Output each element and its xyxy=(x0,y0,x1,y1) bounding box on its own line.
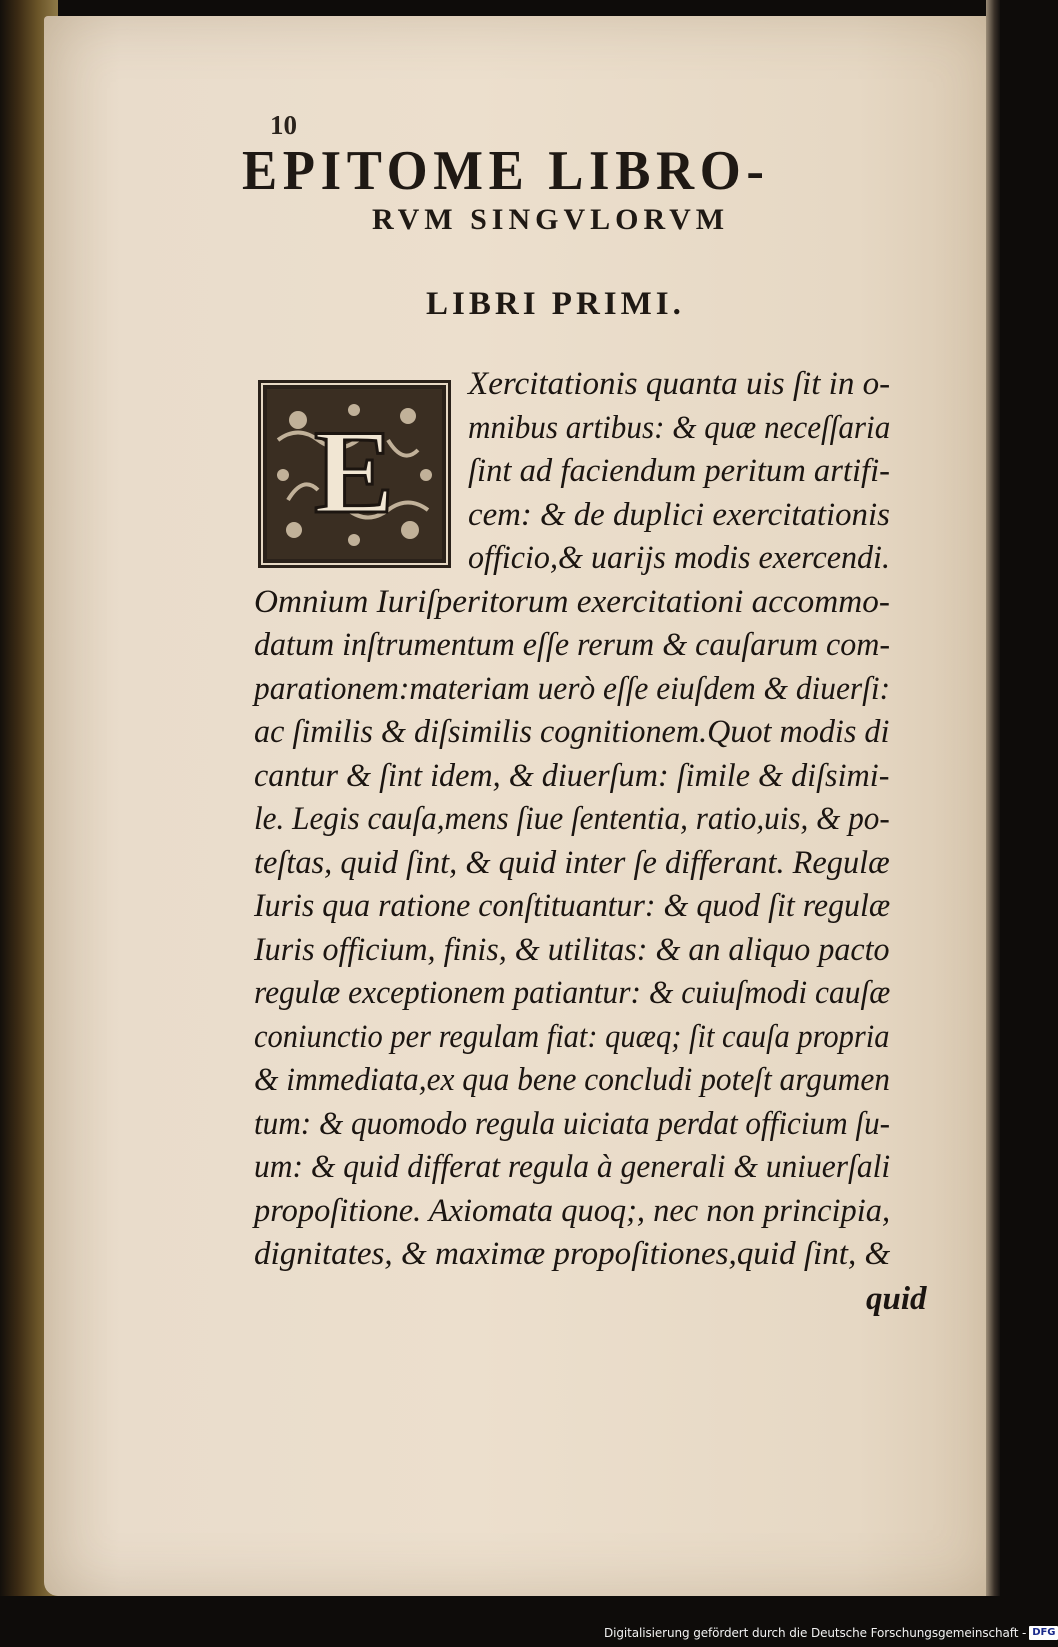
text-line: Iuris qua ratione conſtituantur: & quod ſit regulæ xyxy=(254,888,891,924)
text-line: cem: & de duplici exercitationis xyxy=(468,496,890,533)
text-line: Omnium Iuriſperitorum exercitationi accommo- xyxy=(254,583,890,620)
page-number: 10 xyxy=(270,110,297,140)
text-line: le. Legis cauſa,mens ſiue ſententia, ratio,uis, & po- xyxy=(254,801,890,837)
svg-text:E: E xyxy=(313,405,395,538)
text-line: coniunctio per regulam fiat: quæq; ſit cauſa propria xyxy=(254,1018,890,1055)
title-line-1: EPITOME LIBRO- xyxy=(242,140,770,202)
text-line: Xercitationis quanta uis ſit in o- xyxy=(468,366,891,402)
text-line: propoſitione. Axiomata quoq;, nec non principia, xyxy=(254,1192,891,1229)
text-line: um: & quid differat regula à generali & uniuerſali xyxy=(254,1149,891,1185)
ornament-initial-icon xyxy=(258,380,451,568)
decorated-initial-letter xyxy=(258,380,451,568)
text-line: ac ſimilis & diſsimilis cognitionem.Quot modis di xyxy=(254,714,890,750)
page-right-edge xyxy=(986,0,1000,1600)
text-line: datum inſtrumentum eſſe rerum & cauſarum com- xyxy=(254,627,891,663)
catchword: quid xyxy=(866,1281,927,1317)
title-line-2: RVM SINGVLORVM xyxy=(372,203,730,236)
text-line: & immediata,ex qua bene concludi poteſt argumen xyxy=(254,1062,890,1098)
text-line: dignitates, & maximæ propoſitiones,quid ſint, & xyxy=(254,1236,891,1272)
text-line: Iuris officium, finis, & utilitas: & an aliquo pacto xyxy=(254,931,890,968)
section-heading: LIBRI PRIMI. xyxy=(426,286,685,322)
text-line: mnibus artibus: & quæ neceſſaria xyxy=(468,409,891,446)
digitization-credit xyxy=(604,1624,1058,1642)
text-line: officio,& uarijs modis exercendi. xyxy=(468,540,890,576)
text-line: parationem:materiam uerò eſſe eiuſdem & diuerſi: xyxy=(254,670,891,707)
dfg-logo: DFG xyxy=(1029,1626,1058,1640)
credit-text: Digitalisierung gefördert durch die Deutsche Forschungsgemeinschaft - xyxy=(604,1626,1027,1640)
text-line: teſtas, quid ſint, & quid inter ſe differant. Regulæ xyxy=(254,844,890,881)
text-line: cantur & ſint idem, & diuerſum: ſimile & diſsimi- xyxy=(254,757,890,794)
text-line: ſint ad faciendum peritum artifi- xyxy=(468,453,891,489)
text-line: tum: & quomodo regula uiciata perdat officium ſu- xyxy=(254,1105,891,1142)
text-line: regulæ exceptionem patiantur: & cuiuſmodi cauſæ xyxy=(254,975,891,1011)
